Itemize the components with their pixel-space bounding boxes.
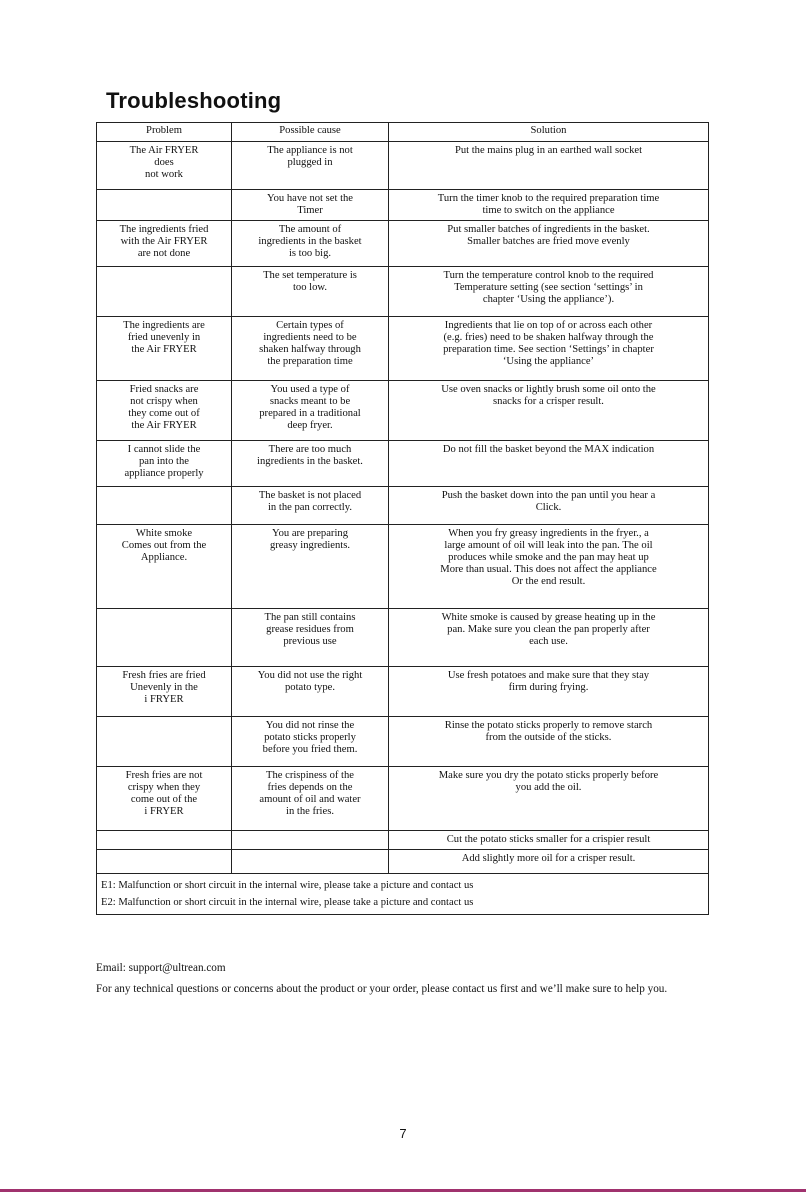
solution-cell: Turn the temperature control knob to the required Temperature setting (see section ‘settings’ in chapter ‘Using the appliance’). [389, 266, 709, 316]
support-email: Email: support@ultrean.com [96, 962, 226, 974]
solution-cell: Rinse the potato sticks properly to remove starch from the outside of the sticks. [389, 716, 709, 766]
problem-cell [97, 830, 232, 849]
cause-cell: You did not rinse the potato sticks properly before you fried them. [232, 716, 389, 766]
solution-cell: Put the mains plug in an earthed wall socket [389, 142, 709, 190]
cause-cell: You did not use the right potato type. [232, 666, 389, 716]
cause-cell: The amount of ingredients in the basket is too big. [232, 220, 389, 266]
solution-cell: White smoke is caused by grease heating up in the pan. Make sure you clean the pan properly after each use. [389, 608, 709, 666]
error-codes-cell [97, 873, 709, 914]
table-row [97, 486, 709, 524]
solution-cell: Do not fill the basket beyond the MAX indication [389, 440, 709, 486]
solution-cell: Use fresh potatoes and make sure that they stay firm during frying. [389, 666, 709, 716]
solution-cell: Add slightly more oil for a crisper result. [389, 849, 709, 873]
solution-cell: Make sure you dry the potato sticks properly before you add the oil. [389, 766, 709, 830]
problem-cell [97, 716, 232, 766]
solution-cell: Ingredients that lie on top of or across each other (e.g. fries) need to be shaken halfway through the preparation time. See section ‘Settings’ in chapter ‘Using the appliance’ [389, 316, 709, 380]
table-row [97, 190, 709, 221]
table-row [97, 666, 709, 716]
error-codes-row [97, 873, 709, 914]
table-row [97, 524, 709, 608]
problem-cell [97, 190, 232, 221]
solution-cell: Put smaller batches of ingredients in the basket. Smaller batches are fried move evenly [389, 220, 709, 266]
cause-cell: There are too much ingredients in the basket. [232, 440, 389, 486]
solution-cell: When you fry greasy ingredients in the fryer., a large amount of oil will leak into the pan. The oil produces while smoke and the pan may heat up More than usual. This does not affect the appliance Or the end result. [389, 524, 709, 608]
error-code-e1: E1: Malfunction or short circuit in the internal wire, please take a picture and contact us [101, 879, 474, 891]
troubleshooting-table [96, 122, 709, 915]
problem-cell [97, 486, 232, 524]
problem-cell [97, 608, 232, 666]
table-row [97, 266, 709, 316]
cause-cell [232, 849, 389, 873]
problem-cell [97, 266, 232, 316]
page-title: Troubleshooting [106, 88, 282, 113]
cause-cell: You have not set the Timer [232, 190, 389, 221]
cause-cell: The set temperature is too low. [232, 266, 389, 316]
solution-cell: Turn the timer knob to the required preparation time time to switch on the appliance [389, 190, 709, 221]
page-number: 7 [399, 1126, 407, 1141]
cause-cell: Certain types of ingredients need to be shaken halfway through the preparation time [232, 316, 389, 380]
table-row [97, 220, 709, 266]
table-row [97, 766, 709, 830]
cause-cell: You used a type of snacks meant to be prepared in a traditional deep fryer. [232, 380, 389, 440]
table-row [97, 608, 709, 666]
problem-cell: Fresh fries are not crispy when they come out of the i FRYER [97, 766, 232, 830]
solution-cell: Use oven snacks or lightly brush some oil onto the snacks for a crisper result. [389, 380, 709, 440]
problem-cell: The ingredients are fried unevenly in the Air FRYER [97, 316, 232, 380]
problem-cell: I cannot slide the pan into the appliance properly [97, 440, 232, 486]
table-body [97, 142, 709, 874]
problem-cell [97, 849, 232, 873]
cause-cell [232, 830, 389, 849]
solution-cell: Push the basket down into the pan until you hear a Click. [389, 486, 709, 524]
problem-cell: White smoke Comes out from the Appliance. [97, 524, 232, 608]
cause-cell: The pan still contains grease residues from previous use [232, 608, 389, 666]
cause-cell: The basket is not placed in the pan correctly. [232, 486, 389, 524]
table-row [97, 440, 709, 486]
support-note: For any technical questions or concerns about the product or your order, please contact us first and we’ll make sure to help you. [96, 983, 668, 995]
table-row [97, 380, 709, 440]
problem-cell: Fried snacks are not crispy when they come out of the Air FRYER [97, 380, 232, 440]
header-possible-cause: Possible cause [232, 123, 389, 142]
header-solution: Solution [389, 123, 709, 142]
table-row [97, 849, 709, 873]
problem-cell: The ingredients fried with the Air FRYER are not done [97, 220, 232, 266]
table-row [97, 316, 709, 380]
cause-cell: The appliance is not plugged in [232, 142, 389, 190]
header-problem: Problem [97, 123, 232, 142]
cause-cell: You are preparing greasy ingredients. [232, 524, 389, 608]
cause-cell: The crispiness of the fries depends on the amount of oil and water in the fries. [232, 766, 389, 830]
table-row [97, 716, 709, 766]
problem-cell: The Air FRYER does not work [97, 142, 232, 190]
problem-cell: Fresh fries are fried Unevenly in the i FRYER [97, 666, 232, 716]
error-code-e2: E2: Malfunction or short circuit in the internal wire, please take a picture and contact us [101, 896, 474, 908]
table-row [97, 142, 709, 190]
table-header-row [97, 123, 709, 142]
table-row [97, 830, 709, 849]
solution-cell: Cut the potato sticks smaller for a crispier result [389, 830, 709, 849]
contact-footer [96, 960, 696, 1002]
